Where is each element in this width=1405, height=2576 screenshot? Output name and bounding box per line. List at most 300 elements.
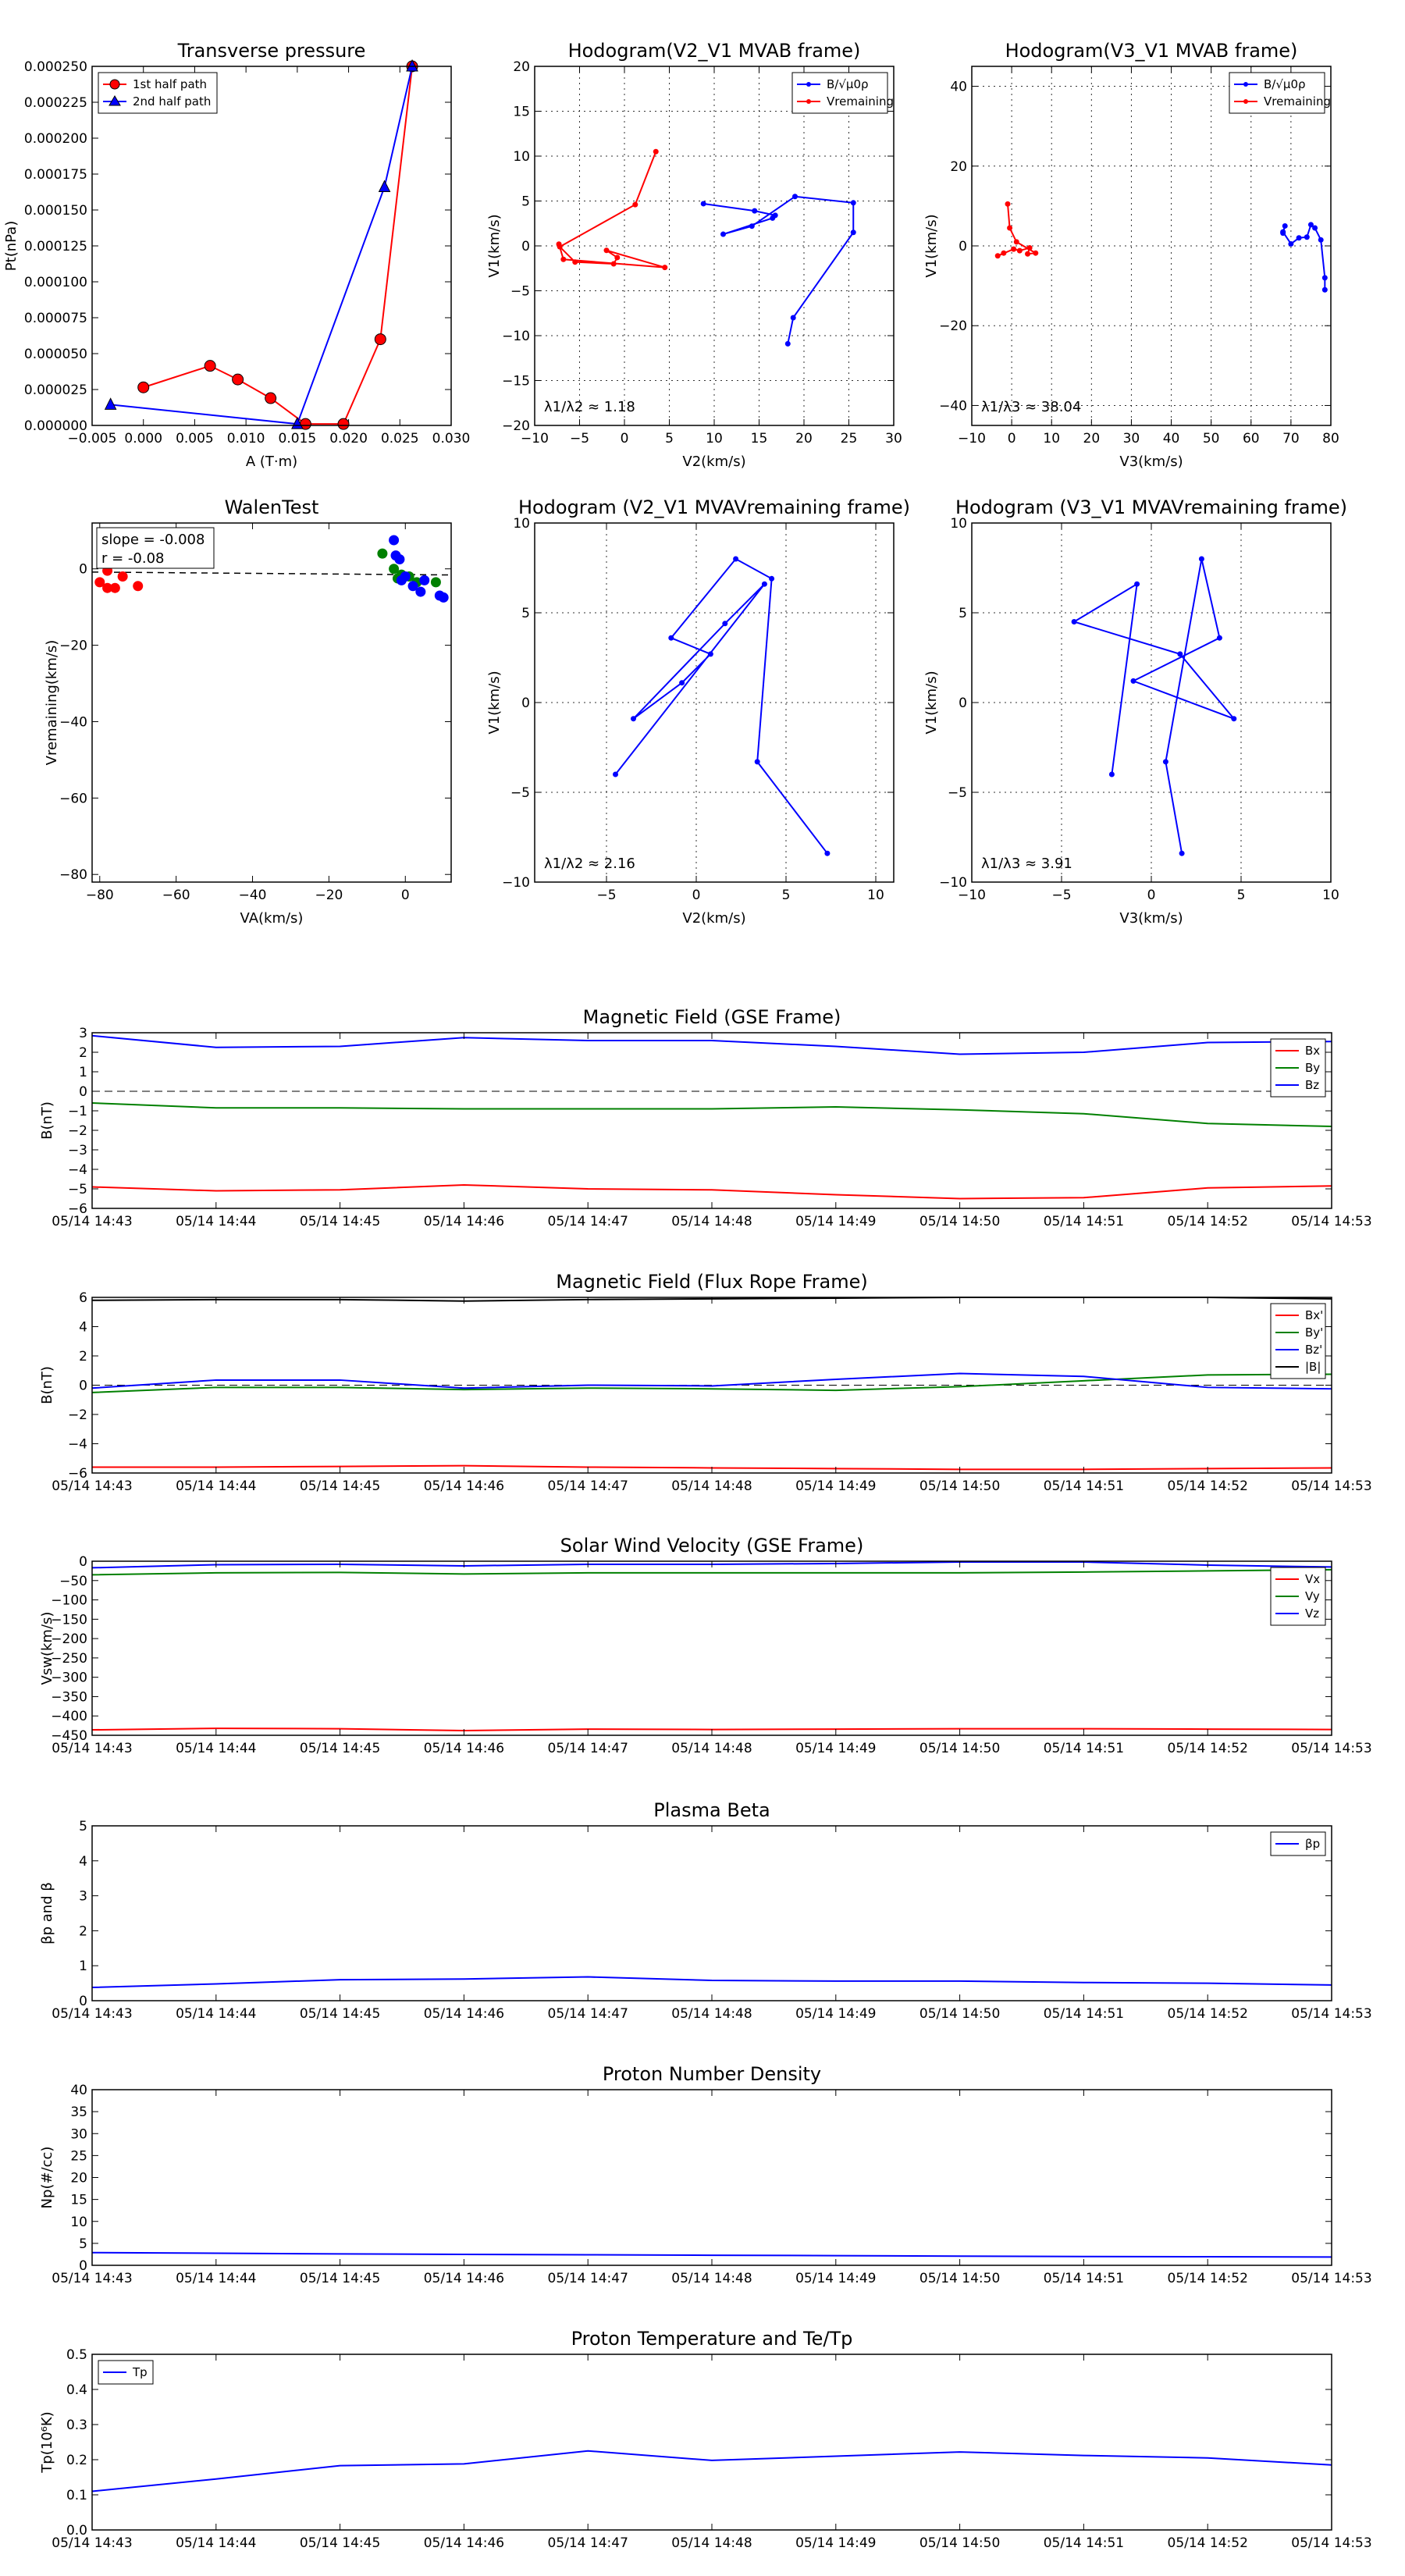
y-tick-label: −20: [502, 418, 530, 434]
y-tick-label: −5: [510, 785, 530, 801]
data-point: [1027, 245, 1033, 251]
y-tick-label: 15: [513, 104, 530, 120]
y-tick-label: 30: [70, 2126, 87, 2143]
x-tick-label: 05/14 14:43: [52, 2535, 133, 2551]
data-point: [1072, 619, 1077, 624]
axes-frame: [972, 66, 1331, 425]
x-tick-label: 05/14 14:45: [299, 2535, 381, 2551]
x-tick-label: 05/14 14:47: [547, 1214, 628, 1229]
y-tick-label: −4: [67, 1162, 87, 1178]
x-tick-label: 05/14 14:52: [1167, 2271, 1248, 2286]
y-tick-label: −5: [510, 283, 530, 300]
x-tick-label: 70: [1282, 431, 1300, 447]
y-axis-label: Vremaining(km/s): [44, 639, 60, 766]
data-point: [1322, 287, 1328, 293]
data-point: [1322, 275, 1328, 280]
x-tick-label: 05/14 14:45: [299, 2271, 381, 2286]
y-tick-label: 20: [950, 158, 967, 175]
y-tick-label: 3: [79, 1888, 87, 1905]
x-tick-label: 25: [840, 431, 858, 447]
data-point: [1109, 772, 1115, 777]
y-tick-label: −100: [51, 1592, 87, 1609]
legend-label: Tp: [133, 2365, 148, 2379]
series-line-0: [703, 197, 853, 344]
x-tick-label: 5: [781, 888, 791, 903]
x-tick-label: 5: [665, 431, 674, 447]
x-axis-label: V2(km/s): [682, 454, 746, 470]
y-tick-label: 0: [959, 239, 967, 254]
x-tick-label: 30: [1122, 431, 1140, 447]
y-tick-label: 10: [513, 516, 530, 532]
chart-hodo21r: [486, 496, 910, 927]
y-tick-label: 0.1: [66, 2488, 87, 2503]
legend-label: Vremaining: [827, 94, 895, 109]
legend-label: B/√μ0ρ: [827, 77, 869, 91]
y-tick-label: 0.000225: [23, 95, 87, 111]
y-tick-label: −6: [67, 1201, 87, 1217]
legend-label: Bx: [1305, 1044, 1321, 1058]
data-point: [420, 575, 429, 585]
y-tick-label: 2: [79, 1923, 87, 1940]
y-tick-label: −6: [67, 1466, 87, 1482]
x-tick-label: 05/14 14:51: [1043, 2271, 1125, 2286]
y-axis-label: V1(km/s): [923, 671, 940, 735]
y-tick-label: −2: [67, 1123, 87, 1139]
annotation-text: λ1/λ3 ≈ 38.04: [981, 399, 1082, 415]
y-tick-label: 35: [70, 2105, 87, 2121]
x-tick-label: 05/14 14:50: [919, 2006, 1001, 2022]
legend-label: By': [1305, 1325, 1324, 1340]
data-point: [395, 554, 404, 564]
series-line-1: [559, 151, 665, 267]
data-point: [1282, 223, 1288, 229]
data-point: [557, 241, 562, 247]
x-tick-label: 05/14 14:46: [423, 1214, 505, 1229]
chart-title: Magnetic Field (GSE Frame): [582, 1006, 841, 1028]
legend-label: By: [1305, 1061, 1321, 1075]
y-axis-label: Vsw(km/s): [39, 1611, 55, 1685]
legend-marker: [110, 80, 119, 89]
y-tick-label: 0.000050: [23, 347, 87, 362]
data-point: [701, 201, 706, 206]
legend-label: Bx': [1305, 1308, 1324, 1322]
y-tick-label: −80: [59, 867, 87, 884]
data-point: [755, 759, 760, 764]
chart-bfr: [39, 1271, 1372, 1494]
data-point: [133, 582, 143, 591]
data-point: [604, 247, 610, 253]
y-tick-label: 0.000150: [23, 203, 87, 219]
y-tick-label: −10: [939, 875, 967, 891]
data-point: [572, 259, 578, 265]
annotation-text: λ1/λ3 ≈ 3.91: [981, 856, 1072, 872]
y-tick-label: 5: [521, 194, 530, 210]
y-axis-label: Pt(nPa): [3, 220, 20, 272]
data-point: [662, 265, 667, 270]
y-tick-label: −40: [939, 398, 967, 415]
y-tick-label: 0: [79, 1554, 87, 1570]
y-tick-label: −2: [67, 1407, 87, 1423]
data-point: [400, 572, 410, 582]
x-tick-label: −10: [521, 431, 549, 447]
legend-label: Vremaining: [1264, 94, 1332, 109]
x-tick-label: 10: [1043, 431, 1061, 447]
y-tick-label: 0.000250: [23, 59, 87, 75]
data-point: [995, 253, 1001, 258]
x-tick-label: 05/14 14:48: [671, 1214, 752, 1229]
x-tick-label: 30: [885, 431, 902, 447]
y-tick-label: 0.000125: [23, 239, 87, 254]
x-tick-label: −40: [238, 888, 267, 903]
legend-marker: [1243, 99, 1248, 104]
y-axis-label: V1(km/s): [923, 214, 940, 278]
y-tick-label: 0.5: [66, 2347, 87, 2363]
x-tick-label: 05/14 14:46: [423, 2535, 505, 2551]
y-tick-label: 4: [79, 1853, 87, 1870]
data-point: [613, 772, 618, 777]
x-tick-label: 05/14 14:51: [1043, 1214, 1125, 1229]
y-tick-label: −50: [59, 1573, 87, 1589]
data-point: [1011, 247, 1016, 252]
y-axis-label: B(nT): [39, 1101, 55, 1140]
data-point: [792, 194, 798, 199]
data-point: [389, 535, 399, 545]
x-tick-label: 05/14 14:49: [795, 2535, 877, 2551]
data-point: [1312, 226, 1318, 231]
data-point: [1318, 237, 1324, 243]
legend-label: B/√μ0ρ: [1264, 77, 1306, 91]
x-tick-label: −5: [569, 431, 590, 447]
y-tick-label: −5: [947, 785, 967, 801]
x-tick-label: 05/14 14:53: [1291, 1478, 1372, 1494]
x-tick-label: 05/14 14:50: [919, 1478, 1001, 1494]
y-tick-label: −20: [59, 638, 87, 654]
series-line-0: [616, 559, 827, 853]
data-point: [110, 583, 119, 592]
x-tick-label: 05/14 14:48: [671, 2006, 752, 2022]
y-tick-label: 15: [70, 2192, 87, 2208]
x-tick-label: 5: [1236, 888, 1246, 903]
x-tick-label: 05/14 14:44: [176, 2535, 257, 2551]
y-tick-label: −450: [51, 1728, 87, 1744]
chart-pt: [3, 40, 470, 470]
data-point: [770, 215, 775, 221]
data-point: [762, 582, 767, 587]
x-tick-label: −0.005: [67, 431, 117, 447]
x-tick-label: 05/14 14:53: [1291, 2271, 1372, 2286]
y-tick-label: −1: [67, 1104, 87, 1119]
x-tick-label: 15: [750, 431, 768, 447]
data-point: [1297, 235, 1302, 240]
x-tick-label: 05/14 14:46: [423, 1478, 505, 1494]
data-point: [1005, 201, 1011, 207]
chart-title: Plasma Beta: [653, 1799, 770, 1821]
x-axis-label: V3(km/s): [1119, 454, 1183, 470]
y-tick-label: 5: [959, 606, 967, 621]
y-tick-label: 25: [70, 2148, 87, 2165]
chart-title: Proton Number Density: [602, 2063, 822, 2085]
x-axis-label: A (T·m): [245, 454, 298, 470]
x-tick-label: 05/14 14:53: [1291, 1741, 1372, 1756]
x-axis-label: VA(km/s): [240, 910, 304, 927]
y-tick-label: 20: [513, 59, 530, 75]
x-tick-label: 05/14 14:44: [176, 2006, 257, 2022]
x-tick-label: 05/14 14:43: [52, 1741, 133, 1756]
data-point: [1288, 241, 1293, 247]
y-axis-label: Np(#/cc): [39, 2146, 55, 2209]
data-point: [560, 257, 566, 262]
data-point: [679, 680, 685, 685]
data-point: [105, 398, 116, 409]
data-point: [431, 578, 440, 587]
y-tick-label: 10: [513, 149, 530, 165]
legend-marker: [806, 99, 811, 104]
y-tick-label: 2: [79, 1045, 87, 1061]
x-tick-label: 05/14 14:48: [671, 2535, 752, 2551]
y-tick-label: 1: [79, 1065, 87, 1080]
x-tick-label: 05/14 14:49: [795, 1478, 877, 1494]
y-tick-label: −4: [67, 1436, 87, 1453]
x-tick-label: 05/14 14:43: [52, 1214, 133, 1229]
x-tick-label: 05/14 14:49: [795, 2271, 877, 2286]
legend-label: Vy: [1305, 1589, 1320, 1603]
x-tick-label: 50: [1202, 431, 1220, 447]
x-tick-label: 05/14 14:44: [176, 1478, 257, 1494]
x-tick-label: 10: [706, 431, 723, 447]
data-point: [749, 223, 755, 229]
y-tick-label: 10: [950, 516, 967, 532]
axes-frame: [92, 66, 451, 425]
series-line-0: [92, 1185, 1332, 1199]
x-tick-label: 0.025: [380, 431, 419, 447]
y-tick-label: −20: [939, 318, 967, 335]
annotation-text: slope = -0.008: [101, 532, 205, 548]
y-tick-label: 2: [79, 1349, 87, 1364]
x-tick-label: −10: [958, 888, 986, 903]
data-point: [378, 549, 387, 558]
axes-frame: [92, 1033, 1332, 1208]
x-tick-label: 05/14 14:45: [299, 1478, 381, 1494]
y-tick-label: 4: [79, 1319, 87, 1336]
axes-frame: [972, 523, 1331, 882]
annotation-text: λ1/λ2 ≈ 1.18: [544, 399, 635, 415]
y-tick-label: −40: [59, 714, 87, 731]
x-tick-label: −10: [958, 431, 986, 447]
chart-title: Hodogram (V3_V1 MVAVremaining frame): [955, 496, 1348, 518]
data-point: [722, 621, 727, 626]
y-tick-label: −250: [51, 1650, 87, 1667]
x-tick-label: 10: [1322, 888, 1339, 903]
series-line-1: [92, 1374, 1332, 1392]
y-tick-label: 3: [79, 1026, 87, 1041]
y-tick-label: 0: [521, 239, 530, 254]
axes-frame: [92, 2354, 1332, 2530]
x-tick-label: 05/14 14:53: [1291, 1214, 1372, 1229]
series-line-0: [144, 66, 412, 424]
x-tick-label: 05/14 14:43: [52, 2271, 133, 2286]
chart-title: Hodogram(V3_V1 MVAB frame): [1005, 40, 1298, 62]
x-tick-label: 0.005: [176, 431, 214, 447]
data-point: [708, 651, 713, 656]
chart-walen: [44, 496, 451, 927]
data-point: [791, 315, 796, 321]
chart-vsw: [39, 1535, 1372, 1756]
data-point: [1163, 759, 1168, 764]
legend-label: βp: [1305, 1837, 1321, 1851]
data-point: [1177, 651, 1183, 656]
x-tick-label: 05/14 14:44: [176, 1741, 257, 1756]
y-tick-label: −60: [59, 791, 87, 807]
legend-marker: [806, 82, 811, 87]
chart-title: Transverse pressure: [177, 40, 366, 62]
legend-label: 2nd half path: [133, 94, 212, 109]
data-point: [720, 232, 726, 237]
data-point: [118, 572, 127, 582]
x-tick-label: 40: [1162, 431, 1180, 447]
chart-bgse: [39, 1006, 1372, 1229]
data-point: [611, 262, 617, 267]
y-tick-label: 10: [70, 2214, 87, 2230]
legend-label: Bz': [1305, 1343, 1323, 1357]
data-point: [668, 635, 674, 641]
x-tick-label: 0.020: [329, 431, 368, 447]
data-point: [653, 149, 659, 155]
y-tick-label: 0.2: [66, 2453, 87, 2468]
y-tick-label: −400: [51, 1709, 87, 1725]
x-tick-label: 10: [867, 888, 884, 903]
annotation-text: λ1/λ2 ≈ 2.16: [544, 856, 635, 872]
y-tick-label: −350: [51, 1689, 87, 1706]
y-tick-label: −3: [67, 1143, 87, 1158]
data-point: [1001, 251, 1006, 256]
y-tick-label: 0.4: [66, 2382, 87, 2398]
x-tick-label: 05/14 14:53: [1291, 2535, 1372, 2551]
x-axis-label: V2(km/s): [682, 910, 746, 927]
x-tick-label: 05/14 14:43: [52, 2006, 133, 2022]
series-line-0: [1283, 225, 1325, 290]
chart-hodo31r: [923, 496, 1347, 927]
x-tick-label: 05/14 14:47: [547, 2006, 628, 2022]
x-tick-label: 05/14 14:48: [671, 1741, 752, 1756]
data-point: [851, 200, 856, 205]
y-tick-label: −10: [502, 875, 530, 891]
series-line-1: [92, 1570, 1332, 1574]
x-tick-label: 05/14 14:52: [1167, 2006, 1248, 2022]
y-axis-label: V1(km/s): [486, 671, 503, 735]
series-line-1: [92, 1103, 1332, 1126]
y-tick-label: −5: [67, 1182, 87, 1197]
y-tick-label: 5: [79, 2236, 87, 2252]
data-point: [851, 229, 856, 235]
data-point: [785, 341, 791, 347]
y-tick-label: −300: [51, 1670, 87, 1686]
x-tick-label: 05/14 14:45: [299, 1741, 381, 1756]
data-point: [1134, 582, 1140, 587]
data-point: [769, 576, 774, 582]
x-tick-label: 05/14 14:50: [919, 1214, 1001, 1229]
y-tick-label: 0.0: [66, 2523, 87, 2539]
x-tick-label: 05/14 14:52: [1167, 1741, 1248, 1756]
annotation-text: r = -0.08: [101, 550, 165, 567]
x-tick-label: 0.030: [432, 431, 471, 447]
x-tick-label: 05/14 14:52: [1167, 1214, 1248, 1229]
y-tick-label: 5: [79, 1819, 87, 1834]
data-point: [752, 208, 757, 214]
y-tick-label: 1: [79, 1959, 87, 1975]
y-tick-label: 0: [521, 696, 530, 711]
chart-title: Proton Temperature and Te/Tp: [571, 2328, 853, 2350]
y-tick-label: 0.000175: [23, 167, 87, 183]
data-point: [1304, 234, 1310, 240]
series-line-2: [92, 1374, 1332, 1389]
x-tick-label: 0: [692, 888, 701, 903]
x-tick-label: 05/14 14:52: [1167, 2535, 1248, 2551]
x-tick-label: 05/14 14:49: [795, 1741, 877, 1756]
x-tick-label: 05/14 14:45: [299, 1214, 381, 1229]
x-tick-label: 05/14 14:44: [176, 1214, 257, 1229]
x-tick-label: 05/14 14:53: [1291, 2006, 1372, 2022]
x-tick-label: 0: [1007, 431, 1016, 447]
x-tick-label: 05/14 14:47: [547, 1478, 628, 1494]
chart-title: Hodogram (V2_V1 MVAVremaining frame): [518, 496, 911, 518]
axes-frame: [535, 523, 894, 882]
x-tick-label: −60: [162, 888, 190, 903]
legend-label: 1st half path: [133, 77, 208, 91]
x-tick-label: 05/14 14:50: [919, 2535, 1001, 2551]
data-point: [1033, 251, 1038, 256]
x-tick-label: 05/14 14:51: [1043, 1478, 1125, 1494]
y-tick-label: 0: [79, 561, 87, 578]
chart-tp: [39, 2328, 1372, 2551]
legend-label: |B|: [1305, 1360, 1321, 1374]
data-point: [338, 418, 349, 429]
data-point: [824, 851, 830, 856]
chart-np: [39, 2063, 1372, 2286]
x-tick-label: 20: [795, 431, 813, 447]
x-tick-label: 05/14 14:48: [671, 2271, 752, 2286]
chart-hodo31: [923, 40, 1339, 470]
series-line-0: [1074, 559, 1234, 853]
axes-frame: [92, 1561, 1332, 1735]
y-tick-label: −200: [51, 1631, 87, 1648]
series-line-0: [92, 2451, 1332, 2492]
y-tick-label: −150: [51, 1612, 87, 1628]
data-point: [1025, 251, 1030, 257]
x-tick-label: 05/14 14:47: [547, 2271, 628, 2286]
data-point: [439, 592, 448, 602]
x-tick-label: 05/14 14:50: [919, 1741, 1001, 1756]
data-point: [416, 587, 425, 596]
y-tick-label: 6: [79, 1290, 87, 1306]
y-tick-label: 0.000000: [23, 418, 87, 434]
x-tick-label: 05/14 14:43: [52, 1478, 133, 1494]
data-point: [1199, 557, 1204, 562]
series-line-0: [92, 2253, 1332, 2258]
data-point: [1014, 239, 1019, 244]
x-tick-label: 0: [620, 431, 629, 447]
legend-label: Vz: [1305, 1606, 1320, 1621]
x-tick-label: 20: [1083, 431, 1101, 447]
x-tick-label: 05/14 14:50: [919, 2271, 1001, 2286]
y-tick-label: 0: [79, 1378, 87, 1394]
x-tick-label: −5: [1051, 888, 1072, 903]
x-tick-label: 05/14 14:48: [671, 1478, 752, 1494]
y-tick-label: −15: [502, 373, 530, 390]
y-tick-label: 0: [79, 1994, 87, 2009]
x-tick-label: −20: [315, 888, 343, 903]
x-tick-label: 05/14 14:49: [795, 2006, 877, 2022]
x-tick-label: −5: [596, 888, 617, 903]
